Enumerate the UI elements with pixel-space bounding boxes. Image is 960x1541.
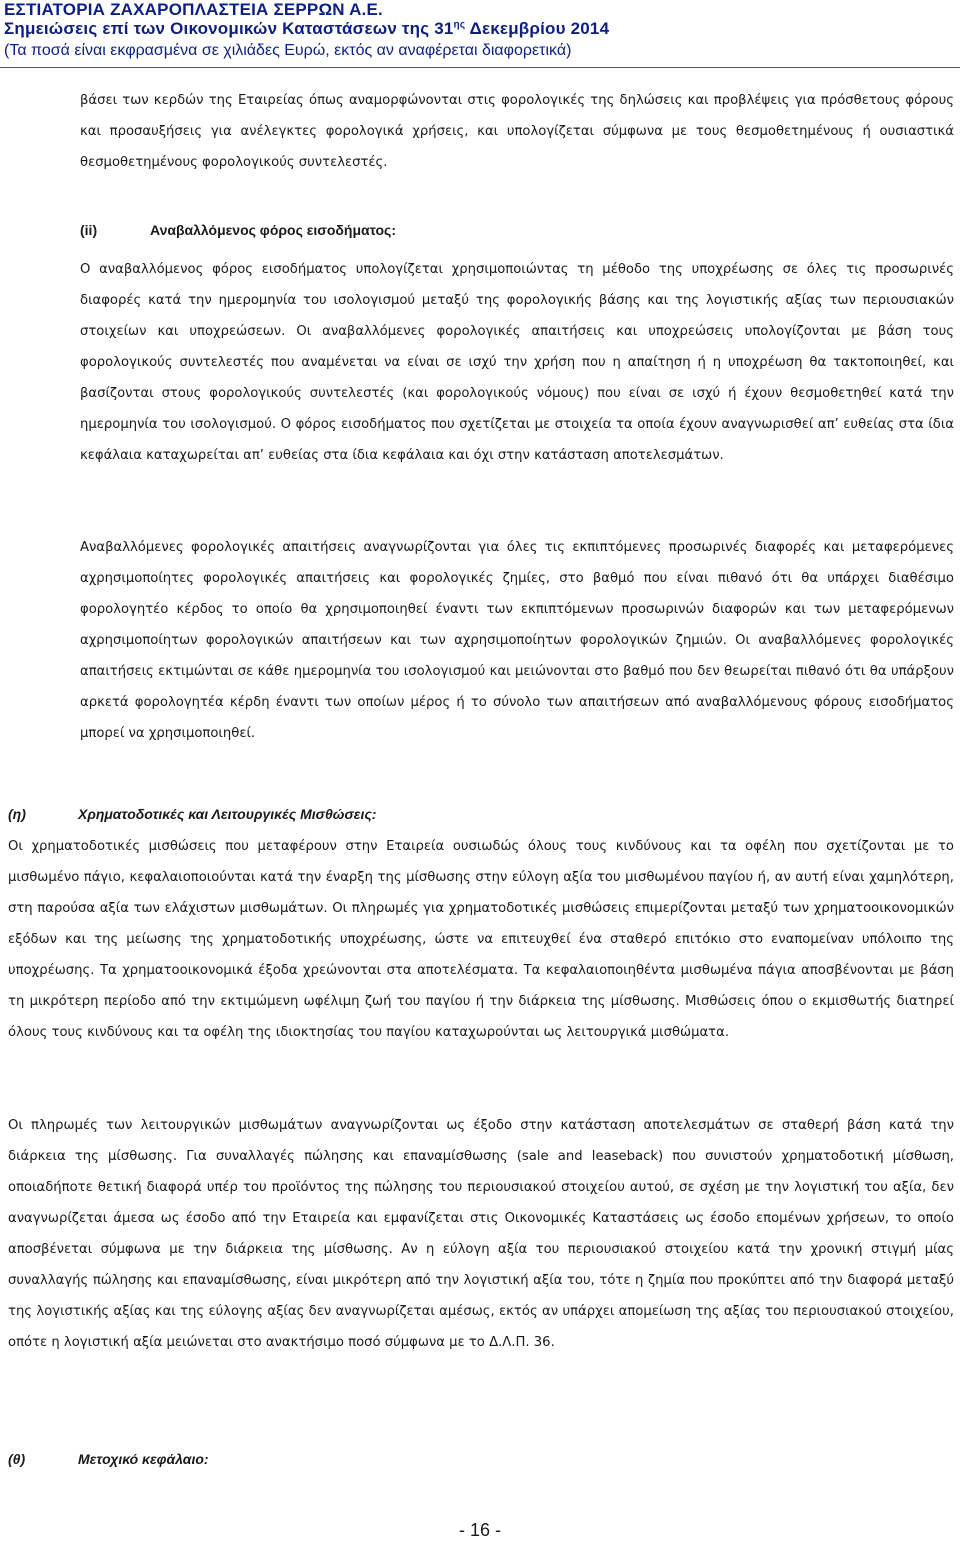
deferred-tax-paragraph-2: Αναβαλλόμενες φορολογικές απαιτήσεις αναγνωρίζονται για όλες τις εκπιπτόμενες προσωρινές διαφορές και μεταφερόμενες αχρησιμοποίητες φορολογικές απαιτήσεις και φορολογικές ζημίες, στο βαθμό που είναι πιθανό ότι θα υπάρχει διαθέσιμο φορολογητέο κέρδος το οποίο θα χρησιμοποιηθεί έναντι των εκπιπτόμενων προσωρινών διαφορών και των μεταφερόμενων αχρησιμοποίητων φορολογικών απαιτήσεων και των αχρησιμοποίητων φορολογικών ζημιών. Οι αναβαλλόμενες φορολογικές απαιτήσεις εκτιμώνται σε κάθε ημερομηνία του ισολογισμού και μειώνονται στο βαθμό που δεν θεωρείται πιθανό ότι θα υπάρξουν αρκετά φορολογητέα κέρδη έναντι των οποίων μέρος ή το σύνολο των απαιτήσεων από αναβαλλόμενους φόρους εισοδήματος μπορεί να χρησιμοποιηθεί. [80, 540, 954, 741]
section-title: Χρηματοδοτικές και Λειτουργικές Μισθώσεις: [78, 806, 377, 822]
page-number: - 16 - [458, 1520, 501, 1540]
deferred-tax-paragraph-1: Ο αναβαλλόμενος φόρος εισοδήματος υπολογίζεται χρησιμοποιώντας τη μέθοδο της υποχρέωσης σε όλες τις προσωρινές διαφορές κατά την ημερομηνία του ισολογισμού μεταξύ της φορολογικής βάσης και της λογιστικής αξίας των περιουσιακών στοιχείων και υποχρεώσεων. Οι αναβαλλόμενες φορολογικές απαιτήσεις και υποχρεώσεις υπολογίζονται με βάση τους φορολογικούς συντελεστές που αναμένεται να είναι σε ισχύ την χρήση που η απαίτηση ή η υποχρέωση θα τακτοποιηθεί, και βασίζονται στους φορολογικούς συντελεστές (και φορολογικούς νόμους) που είναι σε ισχύ ή έχουν θεσμοθετηθεί κατά την ημερομηνία του ισολογισμού. Ο φόρος εισοδήματος που σχετίζεται με στοιχεία τα οποία έχουν αναγνωρισθεί απ’ ευθείας στα ίδια κεφάλαια καταχωρείται απ’ ευθείας στα ίδια κεφάλαια και όχι στην κατάσταση αποτελεσμάτων. [80, 262, 954, 463]
document-header [0, 0, 960, 67]
section-number: (θ) [8, 1451, 26, 1467]
notes-title: Σημειώσεις επί των Οικονομικών Καταστάσεων της $31^{\eta\varsigma}$ Δεκεμβρίου 2014 [4, 19, 610, 38]
section-number: (η) [8, 806, 26, 822]
company-name: ΕΣΤΙΑΤΟΡΙΑ ΖΑΧΑΡΟΠΛΑΣΤΕΙΑ ΣΕΡΡΩΝ Α.Ε. [4, 0, 383, 19]
intro-paragraph: βάσει των κερδών της Εταιρείας όπως αναμορφώνονται στις φορολογικές της δηλώσεις και προβλέψεις για πρόσθετους φόρους και προσαυξήσεις για ανέλεγκτες φορολογικά χρήσεις, και υπολογίζεται σύμφωνα με τους θεσμοθετημένους ή ουσιαστικά θεσμοθετημένους φορολογικούς συντελεστές. [80, 93, 954, 170]
header-divider [0, 67, 960, 68]
currency-note: (Τα ποσά είναι εκφρασμένα σε χιλιάδες Ευρώ, εκτός αν αναφέρεται διαφορετικά) [4, 42, 572, 59]
subsection-title: Αναβαλλόμενος φόρος εισοδήματος: [150, 222, 396, 238]
leases-paragraph-2: Οι πληρωμές των λειτουργικών μισθωμάτων αναγνωρίζονται ως έξοδο στην κατάσταση αποτελεσμάτων σε σταθερή βάση κατά την διάρκεια της μίσθωσης. Για συναλλαγές πώλησης και επαναμίσθωσης (sale and leaseback) που συνιστούν χρηματοδοτική μίσθωση, οποιαδήποτε θετική διαφορά υπέρ του προϊόντος της πώλησης του περιουσιακού στοιχείου αυτού, σε σχέση με την λογιστική του αξία, δεν αναγνωρίζεται άμεσα ως έσοδο από την Εταιρεία και εμφανίζεται στις Οικονομικές Καταστάσεις ως έσοδο επομένων χρήσεων, το οποίο αποσβένεται σύμφωνα με την διάρκεια της μίσθωσης. Αν η εύλογη αξία του περιουσιακού στοιχείου κατά την χρονική στιγμή μίας συναλλαγής πώλησης και επαναμίσθωσης, είναι μικρότερη από την λογιστική αξία του, τότε η ζημία που προκύπτει από την διαφορά μεταξύ της λογιστικής αξίας και της εύλογης αξίας δεν αναγνωρίζεται αμέσως, εκτός αν υπάρχει απομείωση της αξίας του περιουσιακού στοιχείου, οπότε η λογιστική αξία μειώνεται στο ανακτήσιμο ποσό σύμφωνα με το Δ.Λ.Π. 36. [8, 1118, 954, 1350]
subsection-number: (ii) [80, 222, 98, 238]
leases-paragraph-1: Οι χρηματοδοτικές μισθώσεις που μεταφέρουν στην Εταιρεία ουσιωδώς όλους τους κινδύνους και τα οφέλη που σχετίζονται με το μισθωμένο πάγιο, κεφαλαιοποιούνται κατά την έναρξη της μίσθωσης στην εύλογη αξία του μισθωμένου παγίου ή, αν αυτή είναι χαμηλότερη, στη παρούσα αξία των ελάχιστων μισθωμάτων. Οι πληρωμές για χρηματοδοτικές μισθώσεις επιμερίζονται μεταξύ των χρηματοοικονομικών εξόδων και της μείωσης της χρηματοδοτικής υποχρέωσης, ώστε να επιτευχθεί ένα σταθερό επιτόκιο στο εναπομείναν υπόλοιπο της υποχρέωσης. Τα χρηματοοικονομικά έξοδα χρεώνονται στα αποτελέσματα. Τα κεφαλαιοποιηθέντα μισθωμένα πάγια αποσβένονται με βάση τη μικρότερη περίοδο από την εκτιμώμενη ωφέλιμη ζωή του παγίου ή την διάρκεια της μίσθωσης. Μισθώσεις όπου ο εκμισθωτής διατηρεί όλους τους κινδύνους και τα οφέλη της ιδιοκτησίας του παγίου καταχωρούνται ως λειτουργικά μισθώματα. [8, 839, 954, 1040]
section-title: Μετοχικό κεφάλαιο: [78, 1451, 209, 1467]
